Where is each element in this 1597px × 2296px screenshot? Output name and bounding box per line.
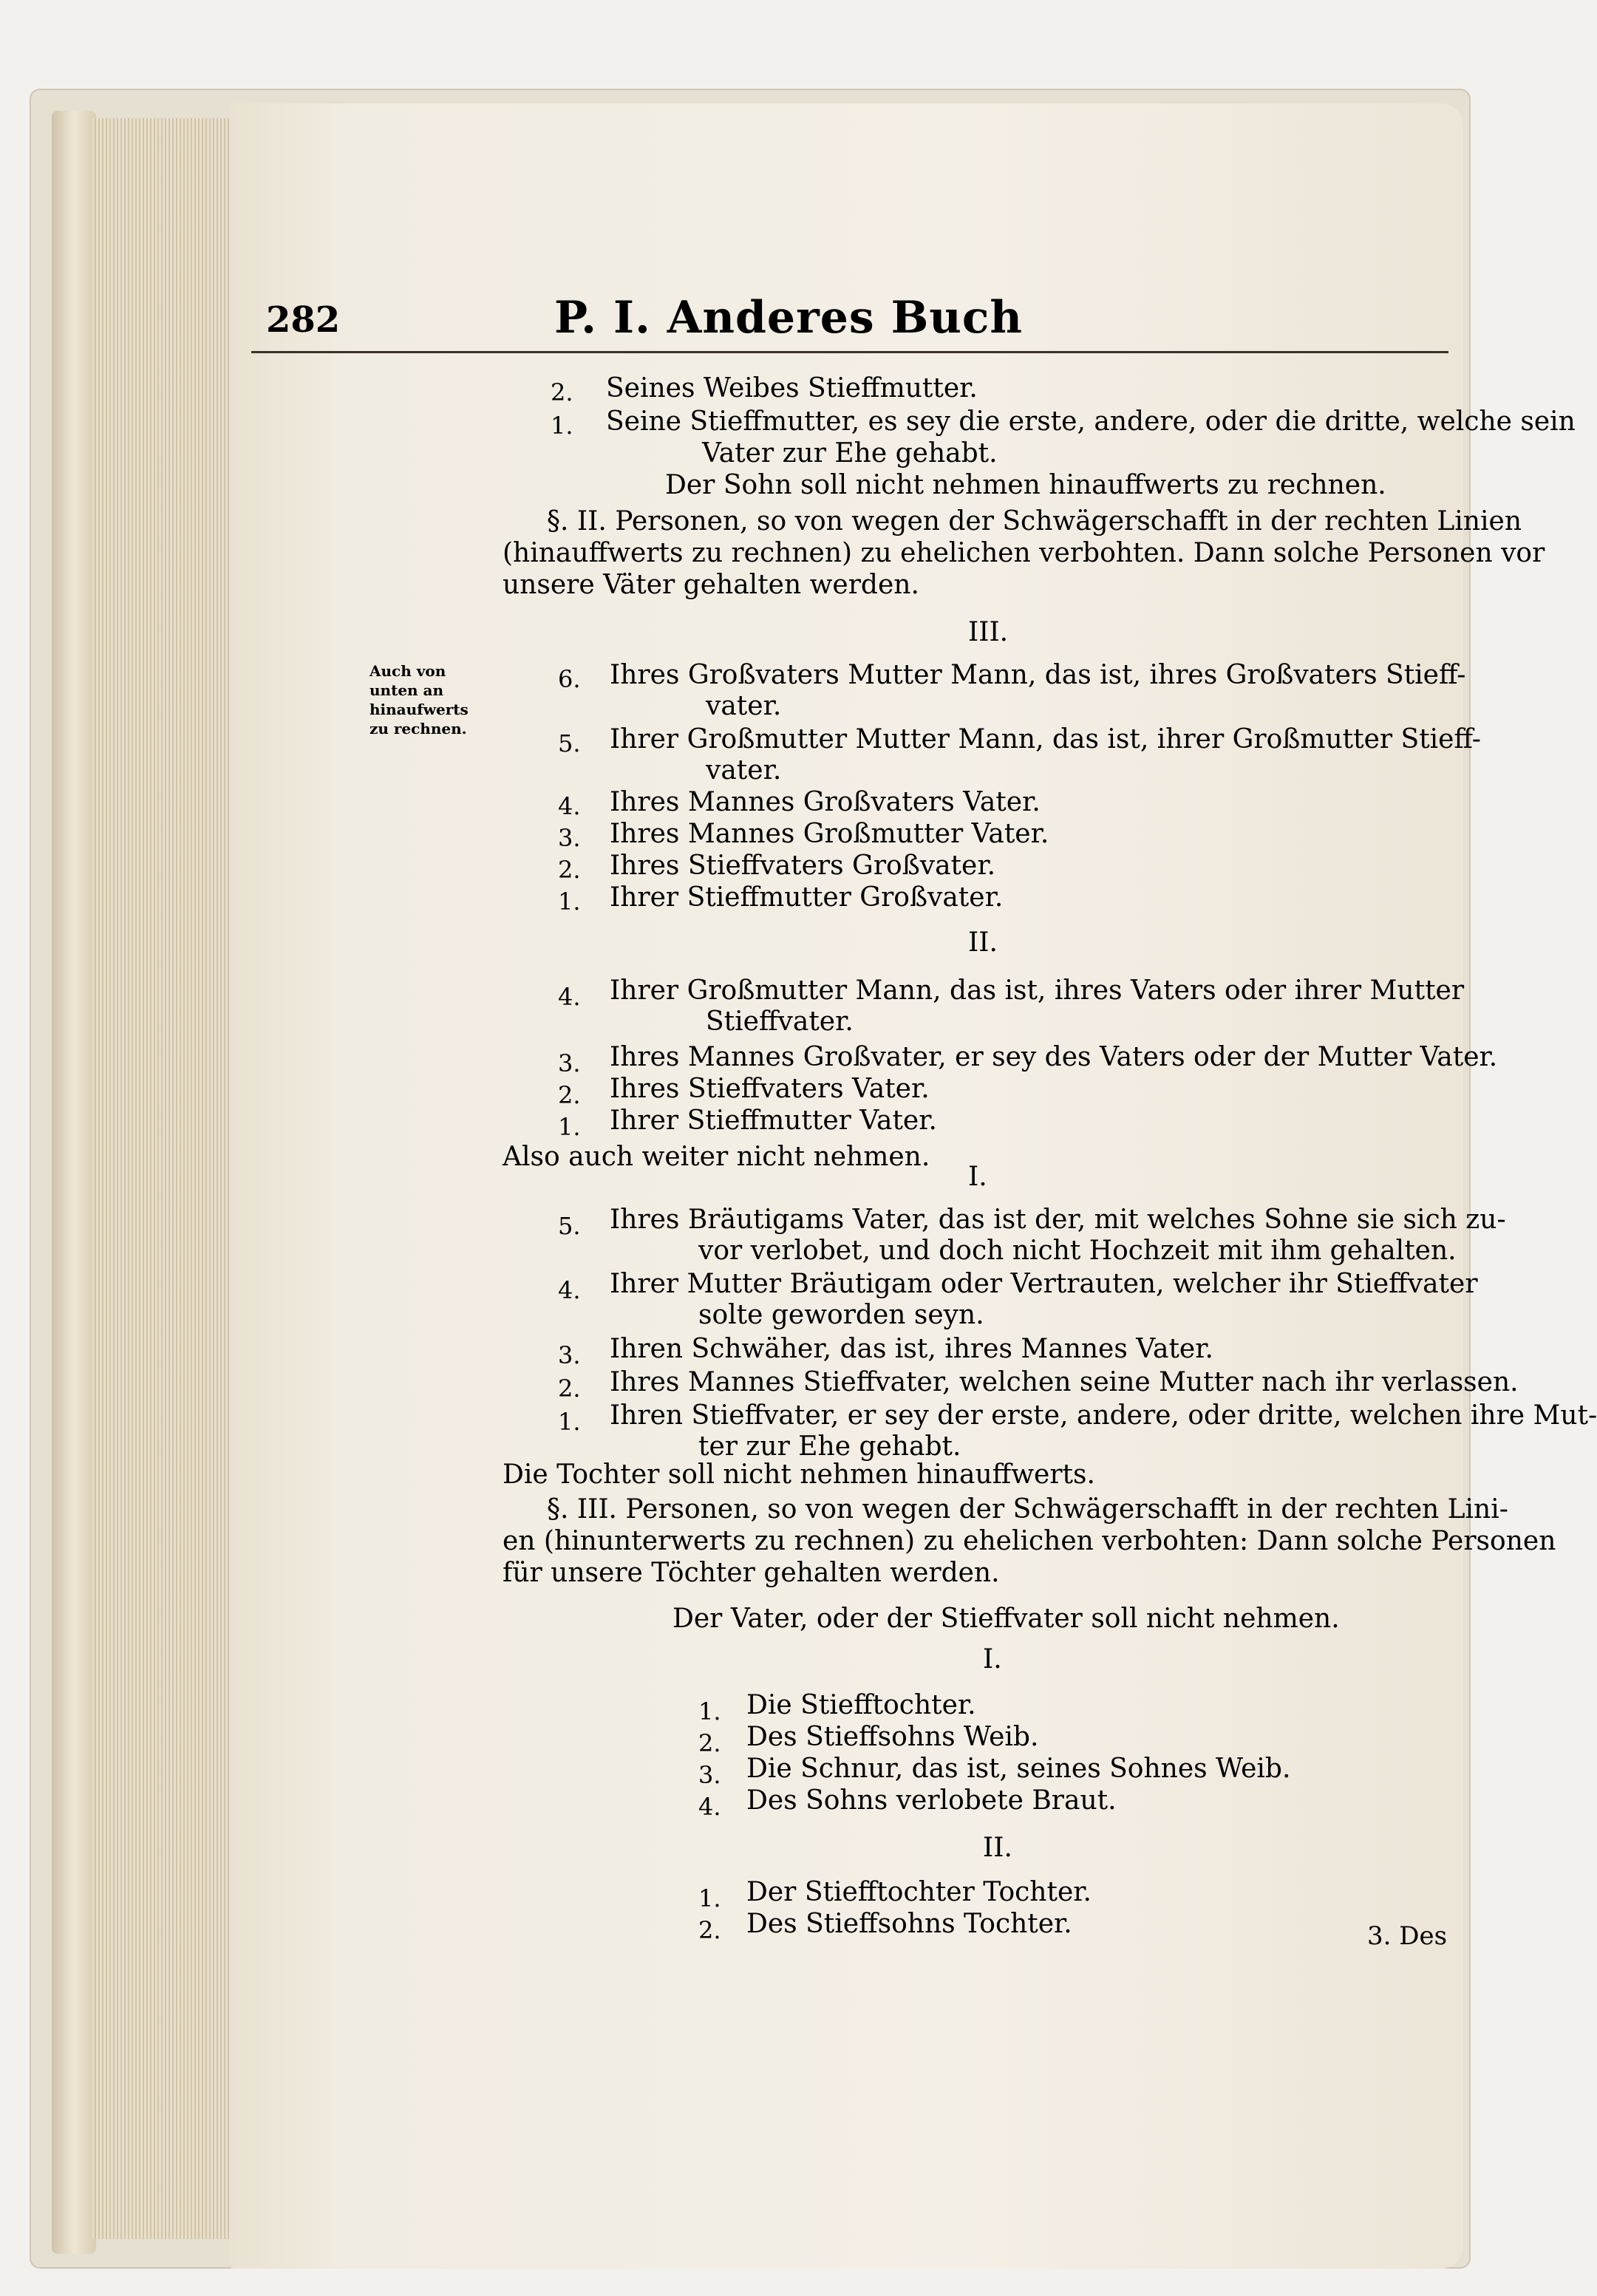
group-label: I. bbox=[968, 1162, 987, 1192]
list-number: 1. bbox=[558, 1408, 581, 1436]
list-number: 4. bbox=[558, 792, 581, 820]
book-spine bbox=[52, 111, 96, 2254]
section-line: unsere Väter gehalten werden. bbox=[503, 570, 919, 600]
list-number: 3. bbox=[558, 824, 581, 852]
list-item: Seines Weibes Stieffmutter. bbox=[606, 373, 978, 403]
list-item: Ihres Stieffvaters Vater. bbox=[610, 1074, 930, 1104]
heading-father: Der Vater, oder der Stieffvater soll nicht nehmen. bbox=[672, 1604, 1340, 1634]
list-number: 2. bbox=[558, 1374, 581, 1403]
list-number: 3. bbox=[698, 1761, 721, 1789]
list-number: 3. bbox=[558, 1049, 581, 1077]
list-number: 1. bbox=[558, 888, 581, 916]
catchword: 3. Des bbox=[1367, 1921, 1448, 1951]
list-number: 1. bbox=[551, 412, 573, 440]
list-number: 4. bbox=[698, 1793, 721, 1821]
header-rule bbox=[251, 351, 1448, 353]
section-line: (hinauffwerts zu rechnen) zu ehelichen verbohten. Dann solche Personen vor bbox=[503, 538, 1545, 568]
also-line: Also auch weiter nicht nehmen. bbox=[503, 1142, 930, 1172]
page-header bbox=[266, 292, 1456, 351]
list-number: 2. bbox=[698, 1916, 721, 1944]
heading-daughter: Die Tochter soll nicht nehmen hinauffwerts. bbox=[503, 1459, 1095, 1490]
list-item: Des Stieffsohns Tochter. bbox=[746, 1909, 1072, 1939]
section-line: für unsere Töchter gehalten werden. bbox=[503, 1558, 1000, 1588]
page-edges bbox=[92, 118, 240, 2239]
list-item: Der Stiefftochter Tochter. bbox=[746, 1877, 1092, 1907]
group-label: II. bbox=[968, 927, 998, 958]
list-item: Die Stiefftochter. bbox=[746, 1690, 976, 1720]
list-number: 5. bbox=[558, 729, 581, 757]
list-number: 2. bbox=[558, 856, 581, 884]
list-item: Seine Stieffmutter, es sey die erste, andere, oder die dritte, welche sein bbox=[606, 406, 1576, 437]
list-item: Des Stieffsohns Weib. bbox=[746, 1722, 1039, 1752]
list-number: 4. bbox=[558, 1276, 581, 1304]
list-item: Ihren Stieffvater, er sey der erste, andere, oder dritte, welchen ihre Mut- bbox=[610, 1400, 1597, 1431]
list-item-continuation: solte geworden seyn. bbox=[698, 1300, 984, 1330]
list-item: Ihres Großvaters Mutter Mann, das ist, ihres Großvaters Stieff- bbox=[610, 660, 1466, 690]
list-item: Ihres Mannes Stieffvater, welchen seine Mutter nach ihr verlassen. bbox=[610, 1367, 1519, 1397]
list-number: 2. bbox=[698, 1729, 721, 1757]
list-item: Ihrer Mutter Bräutigam oder Vertrauten, welcher ihr Stieffvater bbox=[610, 1269, 1478, 1299]
list-item: Ihrer Stieffmutter Großvater. bbox=[610, 882, 1004, 913]
group-label: I. bbox=[983, 1644, 1002, 1675]
list-item: Ihres Mannes Großmutter Vater. bbox=[610, 819, 1049, 849]
list-number: 2. bbox=[551, 378, 573, 406]
list-item-continuation: vor verlobet, und doch nicht Hochzeit mit ihm gehalten. bbox=[698, 1236, 1457, 1266]
list-number: 1. bbox=[698, 1884, 721, 1912]
list-item-continuation: vater. bbox=[706, 691, 782, 721]
list-number: 4. bbox=[558, 983, 581, 1011]
list-item-continuation: Stieffvater. bbox=[706, 1006, 854, 1037]
list-item: Ihres Stieffvaters Großvater. bbox=[610, 851, 996, 881]
heading-son: Der Sohn soll nicht nehmen hinauffwerts zu rechnen. bbox=[665, 470, 1386, 500]
list-number: 5. bbox=[558, 1212, 581, 1240]
list-item-continuation: Vater zur Ehe gehabt. bbox=[702, 438, 998, 469]
page-number: 282 bbox=[266, 299, 341, 341]
list-item-continuation: vater. bbox=[706, 755, 782, 786]
list-number: 6. bbox=[558, 665, 581, 693]
list-item: Ihren Schwäher, das ist, ihres Mannes Vater. bbox=[610, 1334, 1213, 1364]
list-item: Ihres Mannes Großvater, er sey des Vaters oder der Mutter Vater. bbox=[610, 1042, 1498, 1072]
group-label: II. bbox=[983, 1833, 1012, 1863]
list-number: 3. bbox=[558, 1341, 581, 1369]
list-number: 1. bbox=[558, 1113, 581, 1141]
section-line: §. III. Personen, so von wegen der Schwägerschafft in der rechten Lini- bbox=[547, 1494, 1508, 1525]
margin-note: Auch von unten an hinaufwerts zu rechnen. bbox=[370, 662, 469, 737]
list-item: Ihrer Großmutter Mann, das ist, ihres Vaters oder ihrer Mutter bbox=[610, 975, 1465, 1006]
running-title: P. I. Anderes Buch bbox=[554, 292, 1024, 344]
list-item: Die Schnur, das ist, seines Sohnes Weib. bbox=[746, 1754, 1291, 1784]
list-item: Des Sohns verlobete Braut. bbox=[746, 1785, 1117, 1816]
list-item-continuation: ter zur Ehe gehabt. bbox=[698, 1431, 961, 1462]
list-number: 2. bbox=[558, 1081, 581, 1109]
list-item: Ihres Bräutigams Vater, das ist der, mit welches Sohne sie sich zu- bbox=[610, 1205, 1506, 1235]
section-line: §. II. Personen, so von wegen der Schwägerschafft in der rechten Linien bbox=[547, 506, 1522, 536]
group-label: III. bbox=[968, 617, 1009, 647]
list-item: Ihres Mannes Großvaters Vater. bbox=[610, 787, 1041, 817]
list-item: Ihrer Stieffmutter Vater. bbox=[610, 1106, 937, 1136]
list-number: 1. bbox=[698, 1697, 721, 1726]
section-line: en (hinunterwerts zu rechnen) zu ehelichen verbohten: Dann solche Personen bbox=[503, 1526, 1556, 1556]
list-item: Ihrer Großmutter Mutter Mann, das ist, ihrer Großmutter Stieff- bbox=[610, 724, 1481, 754]
